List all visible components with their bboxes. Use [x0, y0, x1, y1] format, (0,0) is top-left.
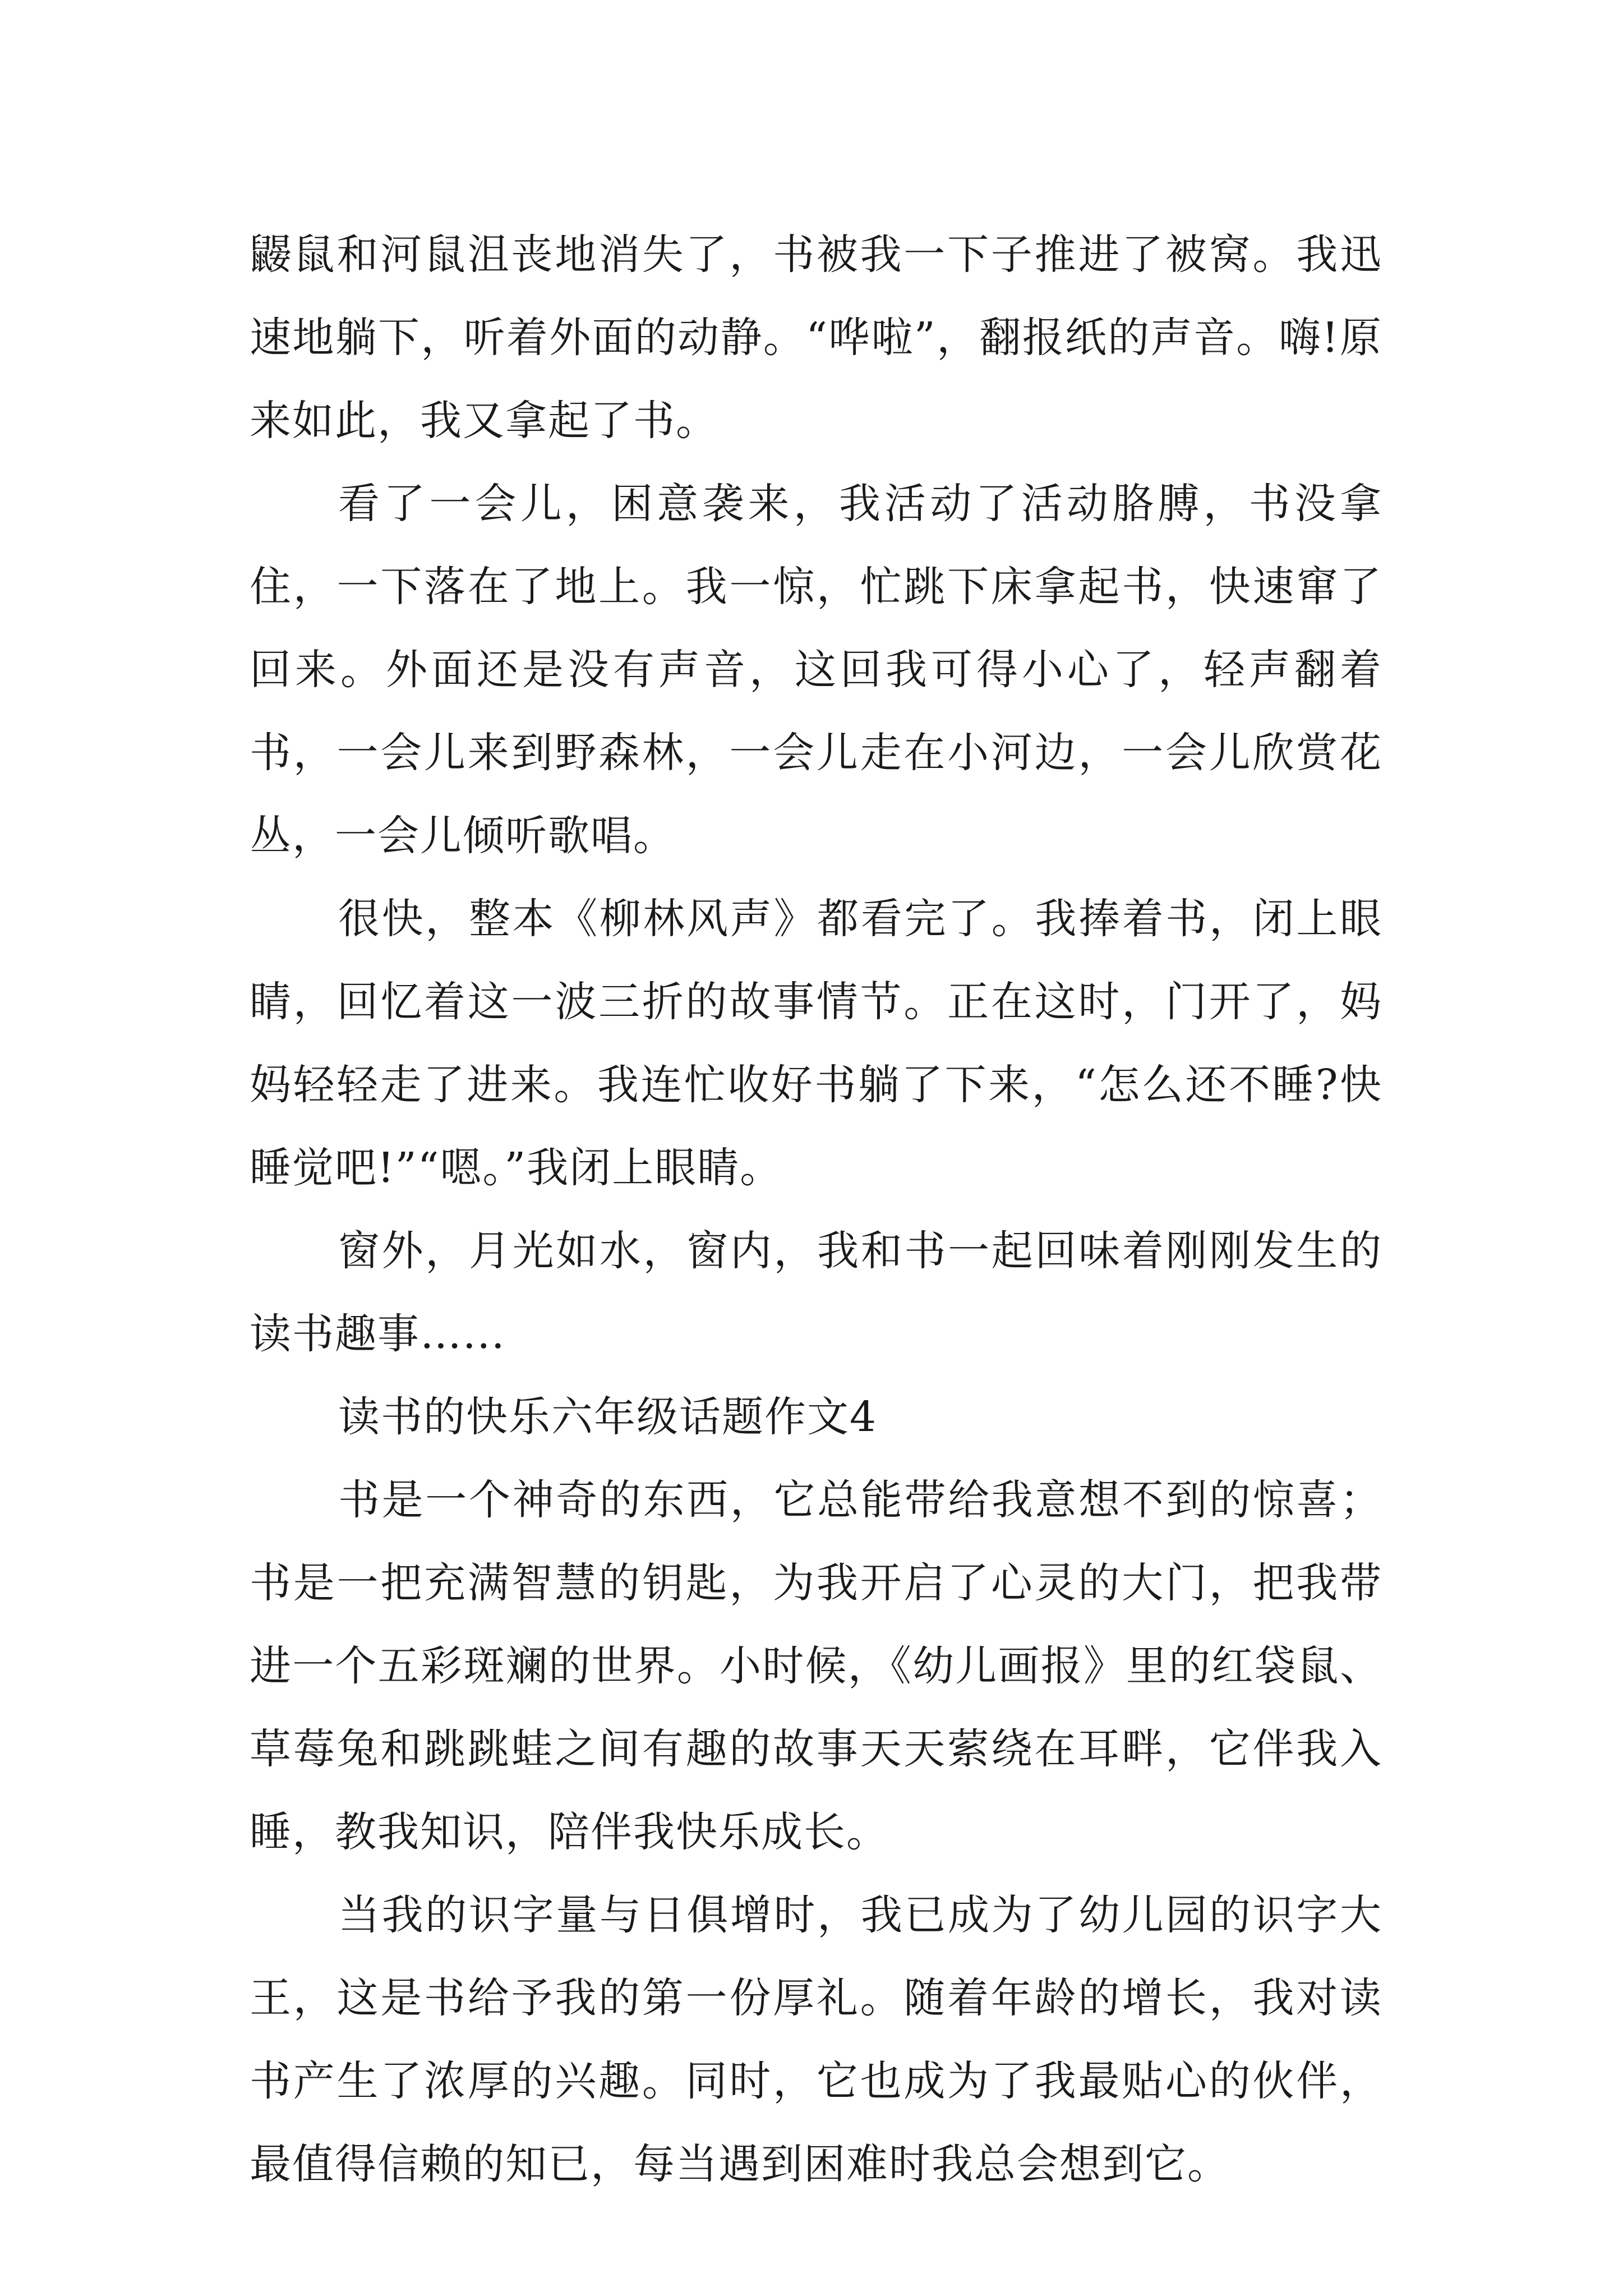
article-body: [250, 213, 1382, 2206]
paragraph: 书是一个神奇的东西，它总能带给我意想不到的惊喜；书是一把充满智慧的钥匙，为我开启了心灵的大门，把我带进一个五彩斑斓的世界。小时候，《幼儿画报》里的红袋鼠、草莓兔和跳跳蛙之间有趣的故事天天萦绕在耳畔，它伴我入睡，教我知识，陪伴我快乐成长。: [250, 1476, 1382, 1856]
paragraph-continuation: 鼹鼠和河鼠沮丧地消失了，书被我一下子推进了被窝。我迅速地躺下，听着外面的动静。“哗啦”，翻报纸的声音。嗨!原来如此，我又拿起了书。: [250, 231, 1382, 445]
paragraph: 看了一会儿，困意袭来，我活动了活动胳膊，书没拿住，一下落在了地上。我一惊，忙跳下床拿起书，快速窜了回来。外面还是没有声音，这回我可得小心了，轻声翻着书，一会儿来到野森林，一会儿走在小河边，一会儿欣赏花丛，一会儿倾听歌唱。: [250, 480, 1382, 860]
essay-title: 读书的快乐六年级话题作文4: [338, 1393, 878, 1441]
paragraph: 窗外，月光如水，窗内，我和书一起回味着刚刚发生的读书趣事…...: [250, 1227, 1382, 1358]
paragraph: 当我的识字量与日俱增时，我已成为了幼儿园的识字大王，这是书给予我的第一份厚礼。随着年龄的增长，我对读书产生了浓厚的兴趣。同时，它也成为了我最贴心的伙伴，最值得信赖的知已，每当遇到困难时我总会想到它。: [250, 1891, 1382, 2188]
paragraph: 很快，整本《柳林风声》都看完了。我捧着书，闭上眼睛，回忆着这一波三折的故事情节。正在这时，门开了，妈妈轻轻走了进来。我连忙收好书躺了下来，“怎么还不睡?快睡觉吧!”“嗯。”我闭上眼睛。: [250, 895, 1382, 1192]
